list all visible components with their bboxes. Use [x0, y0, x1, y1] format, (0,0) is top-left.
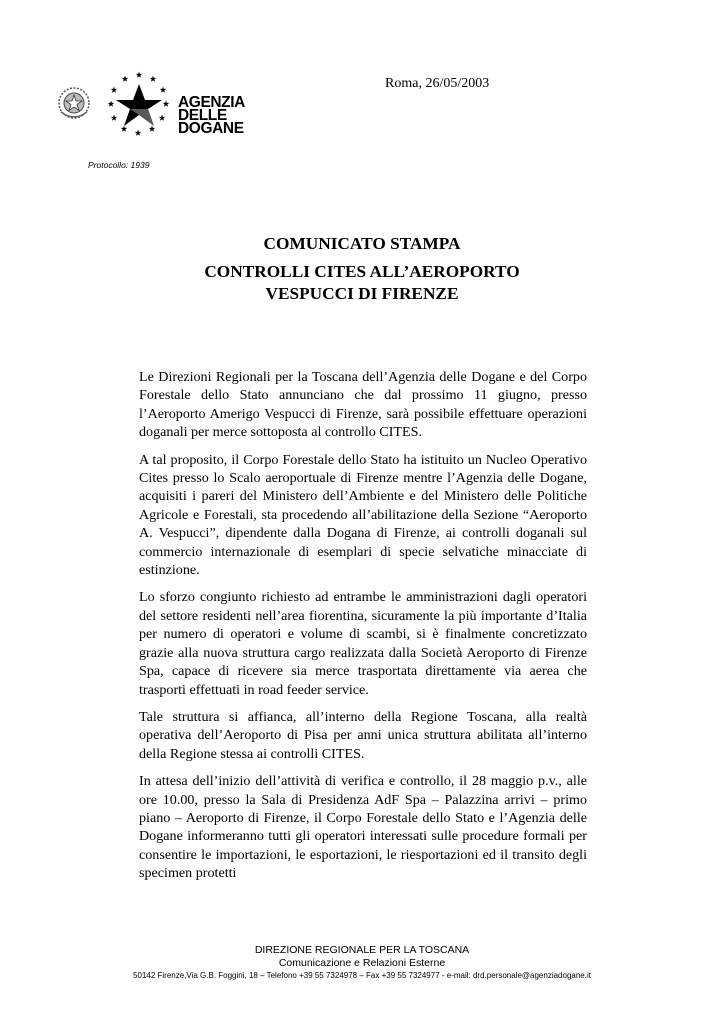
- document-date: Roma, 26/05/2003: [385, 76, 490, 91]
- agency-name: [178, 96, 245, 135]
- agency-name-line: DOGANE: [178, 120, 244, 137]
- footer-contact-details: 50142 Firenze,Via G.B. Foggini, 18 – Telefono +39 55 7324978 – Fax +39 55 7324977 - e-mail: drd.personale@agenziadogane.it: [133, 971, 591, 980]
- protocol-number: Protocollo: 1939: [88, 160, 150, 170]
- footer-department: Comunicazione e Relazioni Esterne: [278, 957, 446, 969]
- italian-republic-emblem-icon: [56, 84, 92, 122]
- subject-title-line-2: VESPUCCI DI FIRENZE: [265, 284, 459, 303]
- paragraph: Lo sforzo congiunto richiesto ad entrambe le amministrazioni dagli operatori del settore residenti nell’area fiorentina, sicuramente la più importante d’Italia per numero di operatori e volume di scambi, si è finalmente concretizzato grazie alla nuova struttura cargo realizzata dalla Società Aeroporto di Firenze Spa, capace di ricevere sia merce trasportata direttamente via aerea che trasporti effettuati in road feeder service.: [139, 589, 587, 698]
- title-block: [0, 233, 724, 305]
- agency-name-line: AGENZIA: [178, 94, 245, 111]
- agenzia-dogane-stars-logo: [104, 70, 174, 138]
- body-text: [139, 368, 587, 892]
- agency-name-line: DELLE: [178, 107, 227, 124]
- paragraph: A tal proposito, il Corpo Forestale dello Stato ha istituito un Nucleo Operativo Cites presso lo Scalo aeroportuale di Firenze mentre l’Agenzia delle Dogane, acquisiti i pareri del Ministero dell’Ambiente e del Ministero delle Politiche Agricole e Forestali, sta procedendo all’abilitazione della Sezione “Aeroporto A. Vespucci”, dipendente dalla Dogana di Firenze, ai controlli doganali sul commercio internazionale di esemplari di specie selvatiche minacciate di estinzione.: [139, 451, 587, 579]
- paragraph: In attesa dell’inizio dell’attività di verifica e controllo, il 28 maggio p.v., alle ore 10.00, presso la Sala di Presidenza AdF Spa – Palazzina arrivi – primo piano – Aeroporto di Firenze, il Corpo Forestale dello Stato e l’Agenzia delle Dogane informeranno tutti gli operatori interessati sulle procedure formali per consentire le importazioni, le esportazioni, le riesportazioni ed il transito degli specimen protetti: [139, 773, 587, 882]
- subject-title-line-1: CONTROLLI CITES ALL’AEROPORTO: [204, 262, 520, 281]
- footer: [0, 944, 724, 981]
- paragraph: Le Direzioni Regionali per la Toscana dell’Agenzia delle Dogane e del Corpo Forestale dello Stato annunciano che dal prossimo 11 giugno, presso l’Aeroporto Amerigo Vespucci di Firenze, sarà possibile effettuare operazioni doganali per merce sottoposta al controllo CITES.: [139, 369, 587, 441]
- paragraph: Tale struttura si affianca, all’interno della Regione Toscana, alla realtà operativa dell’Aeroporto di Pisa per anni unica struttura abilitata all’interno della Regione stessa ai controlli CITES.: [139, 708, 587, 762]
- press-release-heading: COMUNICATO STAMPA: [263, 234, 461, 253]
- footer-office-name: DIREZIONE REGIONALE PER LA TOSCANA: [254, 944, 470, 956]
